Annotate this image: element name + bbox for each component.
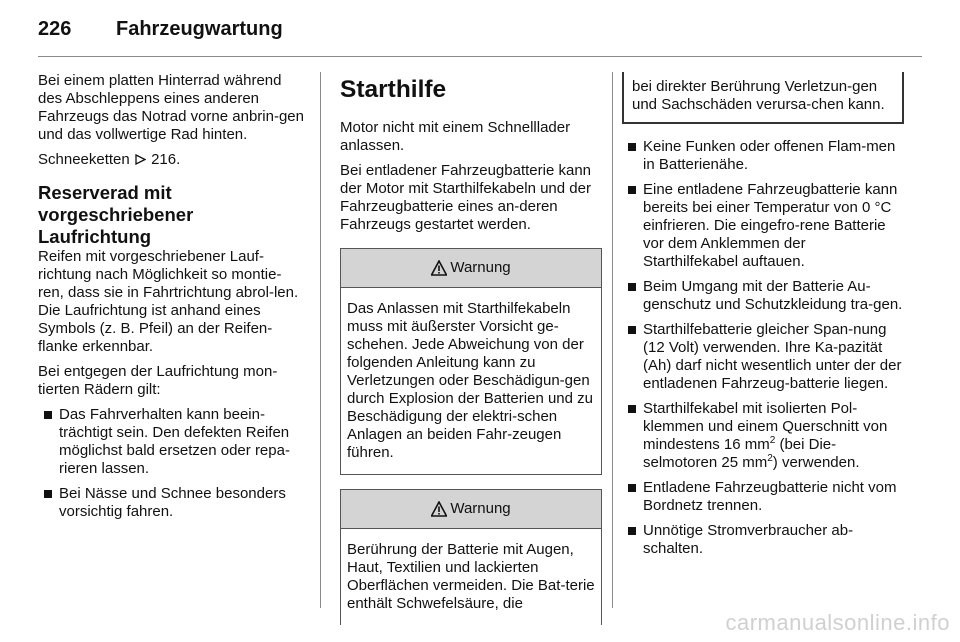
warning-header xyxy=(341,249,601,288)
reference-label: Schneeketten xyxy=(38,151,130,168)
warning-title: Warnung xyxy=(450,500,511,517)
section-heading: Reserverad mit vorgeschriebener Laufrichtung xyxy=(38,182,194,247)
list-item xyxy=(622,278,904,314)
list-item xyxy=(622,181,904,271)
warning-triangle-icon xyxy=(431,260,447,276)
warning-triangle-icon xyxy=(431,501,447,517)
list-item-text: Keine Funken oder offenen Flam-men in Batterienähe. xyxy=(643,138,896,173)
warning-title: Warnung xyxy=(450,259,511,276)
list-item xyxy=(622,479,904,515)
section-title: Starthilfe xyxy=(340,76,447,103)
cross-reference xyxy=(38,151,304,169)
text-run: Starthilfekabel mit isolierten Pol-klemmen und einem Querschnitt von mindestens 16 mm xyxy=(643,400,888,453)
column-divider-1 xyxy=(320,72,321,608)
list-item xyxy=(622,321,904,393)
list-item xyxy=(622,138,904,174)
warning-header xyxy=(341,490,601,529)
paragraph: Bei entladener Fahrzeugbatterie kann der Motor mit Starthilfekabeln und der Fahrzeugbatterie eines an-deren Fahrzeugs gestartet werden. xyxy=(340,162,592,233)
warning-text: Das Anlassen mit Starthilfekabeln muss mit äußerster Vorsicht ge-schehen. Jede Abweichung von der folgenden Anleitung kann zu Verletzungen oder Beschädigun-gen durch Explosion der Batterien und zu Beschädigung der elektri-schen Anlagen an beiden Fahr-zeugen führen. xyxy=(347,300,593,461)
list-item xyxy=(622,522,904,558)
list-item-text: Starthilfebatterie gleicher Span-nung (12 Volt) verwenden. Ihre Ka-pazität (Ah) darf nicht wesentlich unter der der entladenen Fahrzeug-batterie liegen. xyxy=(643,321,902,392)
column-1 xyxy=(38,72,304,528)
column-3 xyxy=(622,72,904,565)
page-number: 226 xyxy=(38,18,72,40)
column-2 xyxy=(340,72,602,639)
bullet-square-icon xyxy=(628,527,636,535)
warning-text: Berührung der Batterie mit Augen, Haut, Textilien und lackierten Oberflächen vermeiden. Die Bat-terie enthält Schwefelsäure, die xyxy=(347,541,595,612)
warning-box xyxy=(340,489,602,625)
paragraph: Reifen mit vorgeschriebener Lauf-richtung nach Möglichkeit so montie-ren, dass sie in Fahrtrichtung abrol-len. Die Laufrichtung ist anhand eines Symbols (z. B. Pfeil) an der Reifen-flanke erkennbar. xyxy=(38,248,299,355)
bullet-square-icon xyxy=(628,326,636,334)
page-header xyxy=(38,18,283,48)
column-divider-2 xyxy=(612,72,613,608)
superscript: 2 xyxy=(767,453,773,464)
warning-continuation: bei direkter Berührung Verletzun-gen und Sachschäden verursa-chen kann. xyxy=(622,72,904,124)
list-item-text: Beim Umgang mit der Batterie Au-genschutz und Schutzkleidung tra-gen. xyxy=(643,278,903,313)
bullet-square-icon xyxy=(628,484,636,492)
bullet-list xyxy=(622,138,904,558)
bullet-list xyxy=(38,406,304,521)
list-item xyxy=(38,485,304,521)
header-rule xyxy=(38,56,922,57)
list-item-text: Das Fahrverhalten kann beein-trächtigt sein. Den defekten Reifen möglichst bald ersetzen oder repa-rieren lassen. xyxy=(59,406,290,477)
text-run: ) verwenden. xyxy=(772,454,860,471)
text-run: (bei Die-selmotoren 25 mm xyxy=(643,436,837,471)
list-item-text: Bei Nässe und Schnee besonders vorsichtig fahren. xyxy=(59,485,286,520)
list-item-text: Entladene Fahrzeugbatterie nicht vom Bordnetz trennen. xyxy=(643,479,897,514)
warning-box xyxy=(340,248,602,475)
bullet-square-icon xyxy=(628,186,636,194)
list-item-text: Eine entladene Fahrzeugbatterie kann bereits bei einer Temperatur von 0 °C einfrieren. Die eingefro-rene Batterie vor dem Anklemmen der Starthilfekabel auftauen. xyxy=(643,181,898,270)
superscript: 2 xyxy=(769,435,776,446)
list-item xyxy=(38,406,304,478)
watermark: carmanualsonline.info xyxy=(725,610,950,635)
paragraph: Bei einem platten Hinterrad während des Abschleppens eines anderen Fahrzeugs das Notrad vorne anbrin-gen und das vollwertige Rad hinten. xyxy=(38,72,304,143)
bullet-square-icon xyxy=(628,405,636,413)
bullet-square-icon xyxy=(44,411,52,419)
bullet-square-icon xyxy=(628,143,636,151)
list-item-text: Unnötige Stromverbraucher ab-schalten. xyxy=(643,522,854,557)
page-reference-arrow-icon[interactable] xyxy=(135,154,146,165)
bullet-square-icon xyxy=(628,283,636,291)
bullet-square-icon xyxy=(44,490,52,498)
paragraph: Motor nicht mit einem Schnelllader anlassen. xyxy=(340,119,571,154)
list-item xyxy=(622,400,904,472)
chapter-title: Fahrzeugwartung xyxy=(116,18,283,40)
list-item-text xyxy=(643,400,887,471)
reference-page[interactable]: 216. xyxy=(151,151,181,168)
paragraph: Bei entgegen der Laufrichtung mon-tierten Rädern gilt: xyxy=(38,363,278,398)
